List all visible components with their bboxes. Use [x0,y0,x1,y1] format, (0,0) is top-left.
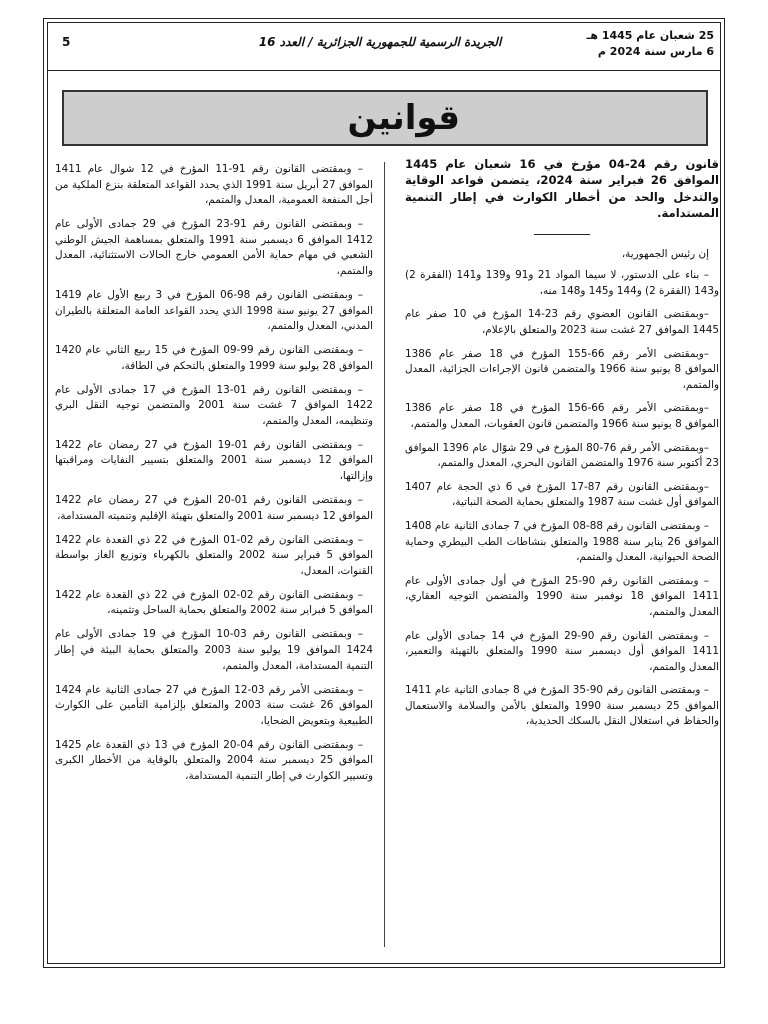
title-rule [534,234,590,235]
section-banner [62,90,708,146]
citation-paragraph: – وبمقتضى القانون رقم 02-01 المؤرخ في 22 ذي القعدة عام 1422 الموافق 5 فبراير سنة 2002 والمتعلق بالكهرباء وتوزيع الغاز بواسطة القنوات، المعدل، [55,533,373,577]
citation-paragraph: – وبمقتضى القانون رقم 91-23 المؤرخ في 29 جمادى الأولى عام 1412 الموافق 6 ديسمبر سنة 1991 والمتعلق بمساهمة الجيش الوطني الشعبي في مهام حماية الأمن العمومي خارج الحالات الاستثنائية، المعدل والمتمم، [55,218,373,277]
citation-paragraph: – وبمقتضى القانون رقم 88-08 المؤرخ في 7 جمادى الثانية عام 1408 الموافق 26 يناير سنة 1988 والمتعلق بنشاطات الطب البيطري وحماية الصحة الحيوانية، المعدل والمتمم، [405,519,719,564]
right-column [405,156,719,738]
citation-paragraph: – وبمقتضى القانون رقم 90-25 المؤرخ في أول جمادى الأولى عام 1411 الموافق 18 نوفمبر سنة 1990 والمتضمن التوجيه العقاري، المعدل والمتمم، [405,574,719,618]
citation-paragraph: – وبمقتضى القانون رقم 91-11 المؤرخ في 12 شوال عام 1411 الموافق 27 أبريل سنة 1991 الذي يحدد القواعد المتعلقة بنزع الملكية من أجل المنفعة العمومية، المعدل والمتمم، [55,163,373,207]
left-column [55,162,373,793]
citation-paragraph: – وبمقتضى القانون رقم 90-35 المؤرخ في 8 جمادى الثانية عام 1411 الموافق 25 ديسمبر سنة 1990 والمتعلق بالأمن والسلامة والاستعمال والحفاظ في استغلال النقل بالسكك الحديدية، [405,684,719,728]
citation-paragraph: – وبمقتضى القانون رقم 04-20 المؤرخ في 13 ذي القعدة عام 1425 الموافق 25 ديسمبر سنة 2004 والمتعلق بالوقاية من الأخطار الكبرى وتسيير الكوارث في إطار التنمية المستدامة، [55,738,373,782]
law-title: قانون رقم 24-04 مؤرخ في 16 شعبان عام 1445 الموافق 26 فبراير سنة 2024، يتضمن قواعد الوقاية والتدخل والحد من أخطار الكوارث في إطار التنمية المستدامة. [405,157,720,221]
citation-paragraph: – وبمقتضى القانون رقم 01-19 المؤرخ في 27 رمضان عام 1422 الموافق 12 ديسمبر سنة 2001 والمتعلق بتسيير النفايات ومراقبتها وإزالتها، [55,438,373,483]
citation-paragraph: – وبمقتضى القانون رقم 98-06 المؤرخ في 3 ربيع الأول عام 1419 الموافق 27 يونيو سنة 1998 الذي يحدد القواعد العامة المتعلقة بالطيران المدني، المعدل والمتمم، [55,288,373,333]
citation-paragraph: – وبمقتضى القانون رقم 03-10 المؤرخ في 19 جمادى الأولى عام 1424 الموافق 19 يوليو سنة 2003 والمتعلق بحماية البيئة في إطار التنمية المستدامة، المعدل والمتمم، [55,628,373,672]
citation-paragraph: – بناء على الدستور، لا سيما المواد 21 و91 و139 و141 (الفقرة 2) و143 (الفقرة 2) و144 و145 و148 منه، [405,269,719,297]
citation-paragraph: – وبمقتضى القانون رقم 99-09 المؤرخ في 15 ربيع الثاني عام 1420 الموافق 28 يوليو سنة 1999 والمتعلق بالتحكم في الطاقة، [55,344,373,372]
citation-paragraph: – وبمقتضى القانون رقم 01-20 المؤرخ في 27 رمضان عام 1422 الموافق 12 ديسمبر سنة 2001 والمتعلق بتهيئة الإقليم وتنميته المستدامة، [55,494,373,522]
citation-paragraph: – وبمقتضى القانون رقم 90-29 المؤرخ في 14 جمادى الأولى عام 1411 الموافق أول ديسمبر سنة 1990 والمتعلق بالتهيئة والتعمير، المعدل والمتمم، [405,629,719,673]
header-date-hijri: 25 شعبان عام 1445 هـ [586,29,714,42]
citation-paragraph: –وبمقتضى الأمر رقم 66-155 المؤرخ في 18 صفر عام 1386 الموافق 8 يونيو سنة 1966 والمتضمن قانون الإجراءات الجزائية، المعدل والمتمم، [405,347,719,391]
column-divider [384,162,385,947]
section-title: قوانين [347,98,460,138]
preamble: إن رئيس الجمهورية، [621,247,709,260]
citation-paragraph: – وبمقتضى القانون رقم 02-02 المؤرخ في 22 ذي القعدة عام 1422 الموافق 5 فبراير سنة 2002 والمتعلق بحماية الساحل وتثمينه، [55,588,373,617]
citation-paragraph: –وبمقتضى الأمر رقم 76-80 المؤرخ في 29 شوّال عام 1396 الموافق 23 أكتوبر سنة 1976 والمتضمن القانون البحري، المعدل والمتمم، [405,441,719,470]
citation-paragraph: –وبمقتضى الأمر رقم 66-156 المؤرخ في 18 صفر عام 1386 الموافق 8 يونيو سنة 1966 والمتضمن قانون العقوبات، المعدل والمتمم، [405,402,719,430]
header-rule [47,70,721,71]
citation-paragraph: – وبمقتضى الأمر رقم 03-12 المؤرخ في 27 جمادى الثانية عام 1424 الموافق 26 غشت سنة 2003 والمتعلق بإلزامية التأمين على الكوارث الطبيعية وبتعويض الضحايا، [55,683,373,727]
citation-paragraph: –وبمقتضى القانون العضوي رقم 23-14 المؤرخ في 10 صفر عام 1445 الموافق 27 غشت سنة 2023 والمتعلق بالإعلام، [405,308,719,336]
header-date-gregorian: 6 مارس سنة 2024 م [597,45,714,58]
citation-paragraph: –وبمقتضى القانون رقم 87-17 المؤرخ في 6 ذي الحجة عام 1407 الموافق أول غشت سنة 1987 والمتعلق بحماية الصحة النباتية، [405,480,719,509]
right-column-paragraphs [405,268,719,730]
journal-title: الجريدة الرسمية للجمهورية الجزائرية / العدد 16 [258,35,502,49]
page-header [50,26,718,68]
citation-paragraph: – وبمقتضى القانون رقم 01-13 المؤرخ في 17 جمادى الأولى عام 1422 الموافق 7 غشت سنة 2001 والمتضمن توجيه النقل البري وتنظيمه، المعدل والمتمم، [55,383,373,427]
page-number: 5 [62,35,71,49]
header-date [587,28,714,60]
